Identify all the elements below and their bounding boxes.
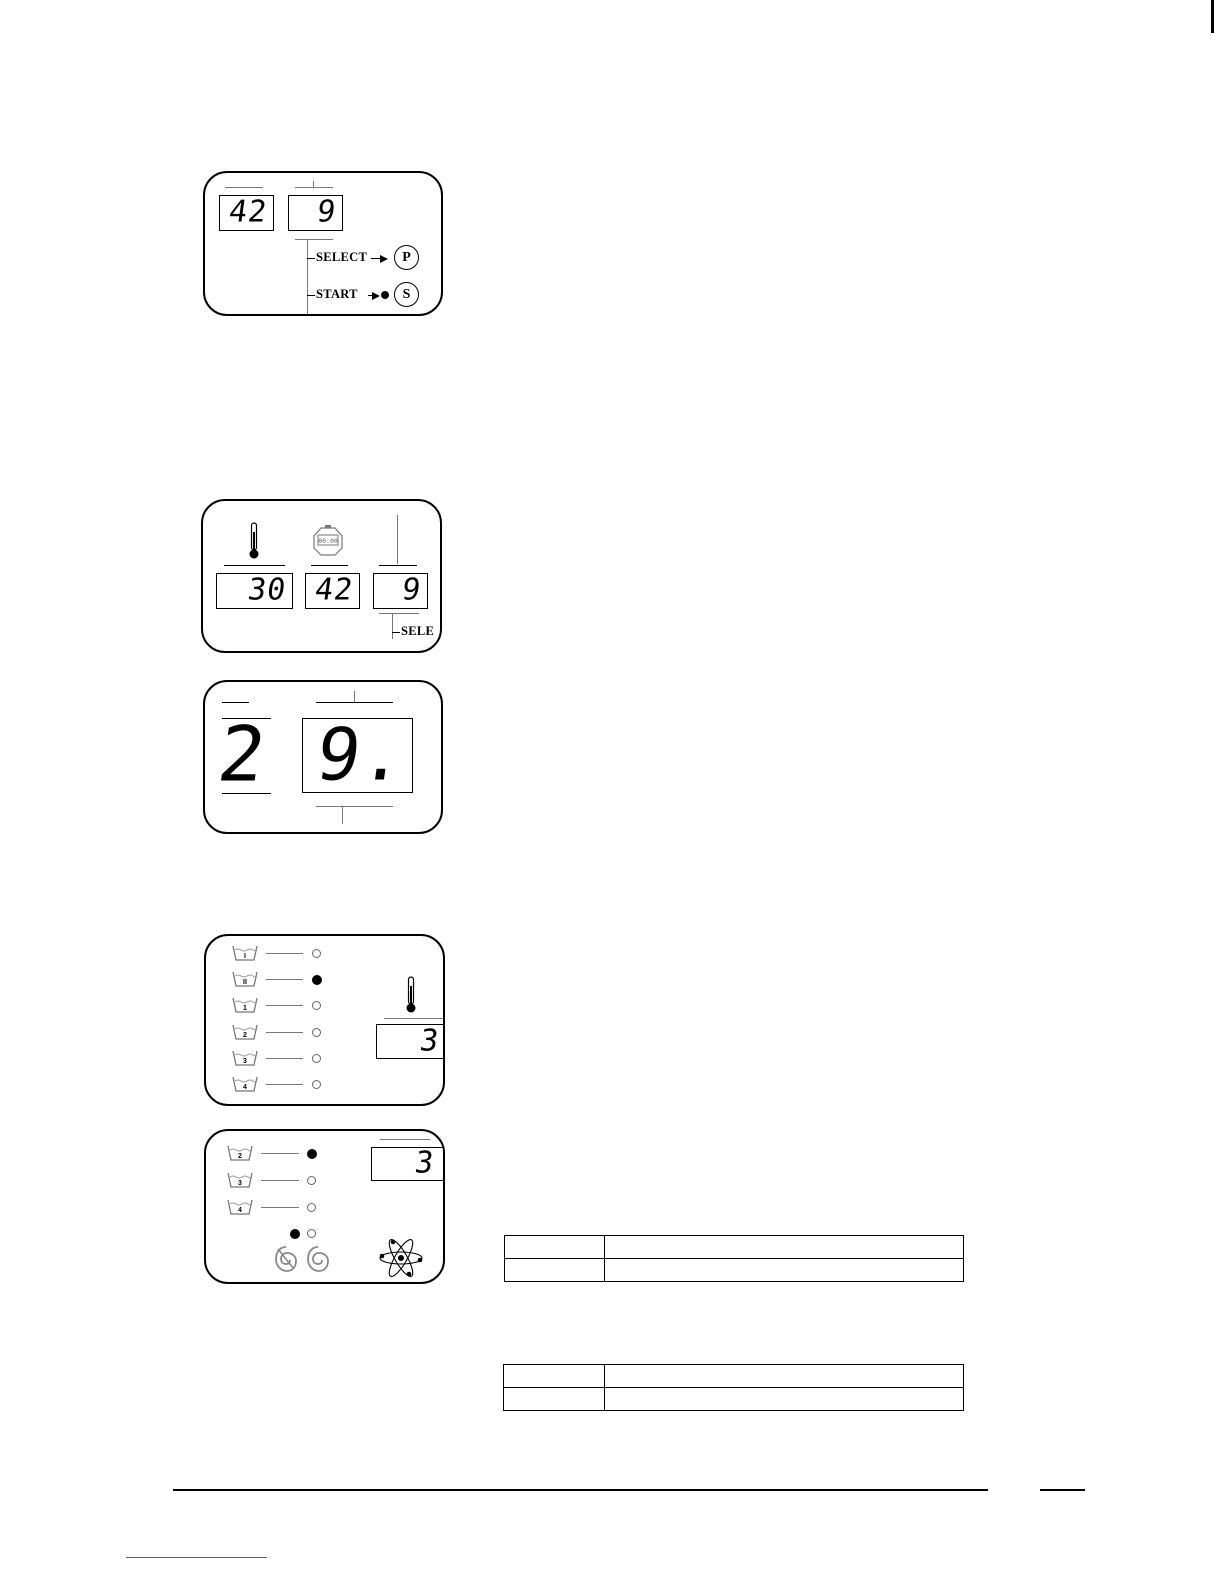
- large-program-digit: 9.: [311, 712, 412, 797]
- footer-rule: [173, 1489, 988, 1491]
- svg-text:3: 3: [243, 1057, 247, 1065]
- indicator-line: [266, 1032, 303, 1033]
- indicator-line: [261, 1153, 299, 1154]
- start-lead: [307, 295, 315, 296]
- program-display: [288, 195, 343, 231]
- start-button[interactable]: [394, 282, 419, 307]
- svg-text:2: 2: [238, 1153, 242, 1160]
- svg-text:4: 4: [238, 1207, 242, 1214]
- indicator-led: [307, 1176, 316, 1185]
- timer-icon: [311, 524, 345, 558]
- connector-line: [295, 239, 333, 240]
- control-panel-rinse: [204, 934, 445, 1106]
- temperature-display: [216, 573, 293, 609]
- select-label-cropped: SELE: [401, 624, 435, 638]
- temperature-label-line: [224, 565, 285, 566]
- svg-text:II: II: [243, 979, 247, 987]
- thermometer-icon: [405, 976, 417, 1014]
- right-top-tick: [354, 691, 355, 702]
- basin-2-icon: [232, 1023, 258, 1045]
- control-panel-temperature: [201, 499, 442, 653]
- basin-4-icon: [227, 1198, 253, 1220]
- thermometer-icon: [248, 522, 260, 560]
- spin-led-on: [290, 1229, 300, 1239]
- indicator-led: [307, 1203, 316, 1212]
- svg-text:2: 2: [243, 1031, 247, 1039]
- table-row: [505, 1236, 964, 1259]
- spin-icon: [274, 1245, 298, 1273]
- label-line-time: [225, 187, 263, 188]
- right-top-line: [316, 702, 393, 703]
- table-cell: [504, 1388, 605, 1411]
- table-cell: [605, 1388, 964, 1411]
- control-panel-large-display: [203, 680, 443, 834]
- select-program-button[interactable]: [394, 245, 419, 270]
- select-lead: [307, 258, 315, 259]
- program-display-digits: 9: [399, 572, 424, 608]
- left-large-digit: 2: [212, 709, 273, 799]
- svg-text:4: 4: [243, 1084, 247, 1091]
- indicator-line: [266, 1084, 303, 1085]
- select-lead: [392, 632, 400, 633]
- start-indicator-dot: [381, 291, 389, 299]
- time-display: [305, 573, 360, 609]
- blank-table-1: [504, 1235, 964, 1282]
- corner-crop-mark: [1211, 0, 1214, 33]
- right-bottom-tick: [342, 806, 343, 824]
- program-display-digits: 9: [314, 194, 339, 230]
- start-button-letter: S: [402, 286, 411, 302]
- basin-I-icon: [232, 944, 258, 966]
- indicator-led: [312, 1001, 321, 1010]
- time-display-digits: 42: [312, 572, 356, 608]
- basin-3-icon: [227, 1171, 253, 1193]
- indicator-led-on: [307, 1149, 317, 1159]
- table-cell: [605, 1259, 964, 1282]
- temperature-label-line: [380, 1139, 430, 1140]
- svg-text:3: 3: [238, 1180, 242, 1187]
- temperature-label-line: [384, 1018, 443, 1019]
- program-label-line: [379, 565, 417, 566]
- label-line-program: [295, 187, 333, 188]
- start-label: START: [316, 287, 358, 301]
- indicator-led: [312, 949, 321, 958]
- table-cell: [605, 1236, 964, 1259]
- footer-link-underline[interactable]: [126, 1557, 267, 1558]
- intensive-atom-icon: [378, 1239, 424, 1277]
- spin-led-off: [307, 1229, 316, 1238]
- table-cell: [505, 1259, 605, 1282]
- time-display-digits: 42: [226, 194, 270, 230]
- spin-icon-alt: [306, 1245, 330, 1273]
- temperature-display-digits: 3: [417, 1022, 442, 1058]
- indicator-line: [266, 1058, 303, 1059]
- temperature-display-cropped: [376, 1024, 445, 1059]
- table-row: [504, 1388, 964, 1411]
- indicator-led: [312, 1080, 321, 1089]
- svg-text:1: 1: [243, 1005, 247, 1013]
- indicator-led: [312, 1054, 321, 1063]
- table-row: [505, 1259, 964, 1282]
- program-display: [373, 573, 428, 609]
- indicator-line: [266, 979, 303, 980]
- program-connector-trunk: [392, 613, 393, 639]
- basin-3-icon: [232, 1049, 258, 1071]
- time-display: [219, 195, 274, 231]
- label-tick-program: [313, 181, 314, 187]
- page-number-rule: [1040, 1489, 1085, 1491]
- basin-1-icon: [232, 996, 258, 1018]
- program-connector-line: [379, 613, 419, 614]
- left-top-short-line: [222, 702, 249, 703]
- program-label-tick: [397, 515, 398, 564]
- blank-table-2: [503, 1364, 964, 1411]
- start-arrow: [368, 295, 377, 296]
- table-row: [504, 1365, 964, 1388]
- select-program-button-letter: P: [402, 249, 411, 265]
- svg-text:I: I: [244, 953, 246, 960]
- basin-4-icon: [232, 1075, 258, 1097]
- timer-label-line: [311, 565, 348, 566]
- basin-2-icon: [227, 1144, 253, 1166]
- indicator-line: [266, 1005, 303, 1006]
- control-panel-spin: [204, 1129, 445, 1284]
- temperature-display-digits: 30: [245, 572, 289, 608]
- select-label: SELECT: [316, 250, 368, 264]
- indicator-line: [261, 1207, 299, 1208]
- temperature-display-cropped: [371, 1147, 445, 1181]
- basin-II-icon: [232, 970, 258, 992]
- timer-icon-text: 00:00: [318, 537, 338, 545]
- right-bottom-line: [316, 806, 393, 807]
- indicator-line: [261, 1180, 299, 1181]
- control-panel-program-select: [203, 171, 443, 316]
- large-program-display: [302, 712, 413, 797]
- temperature-display-digits: 3: [412, 1145, 437, 1181]
- table-cell: [505, 1236, 605, 1259]
- select-arrow: [371, 258, 385, 259]
- indicator-led: [312, 1028, 321, 1037]
- connector-trunk: [307, 239, 308, 314]
- table-cell: [605, 1365, 964, 1388]
- table-cell: [504, 1365, 605, 1388]
- indicator-line: [266, 953, 303, 954]
- indicator-led-on: [312, 975, 322, 985]
